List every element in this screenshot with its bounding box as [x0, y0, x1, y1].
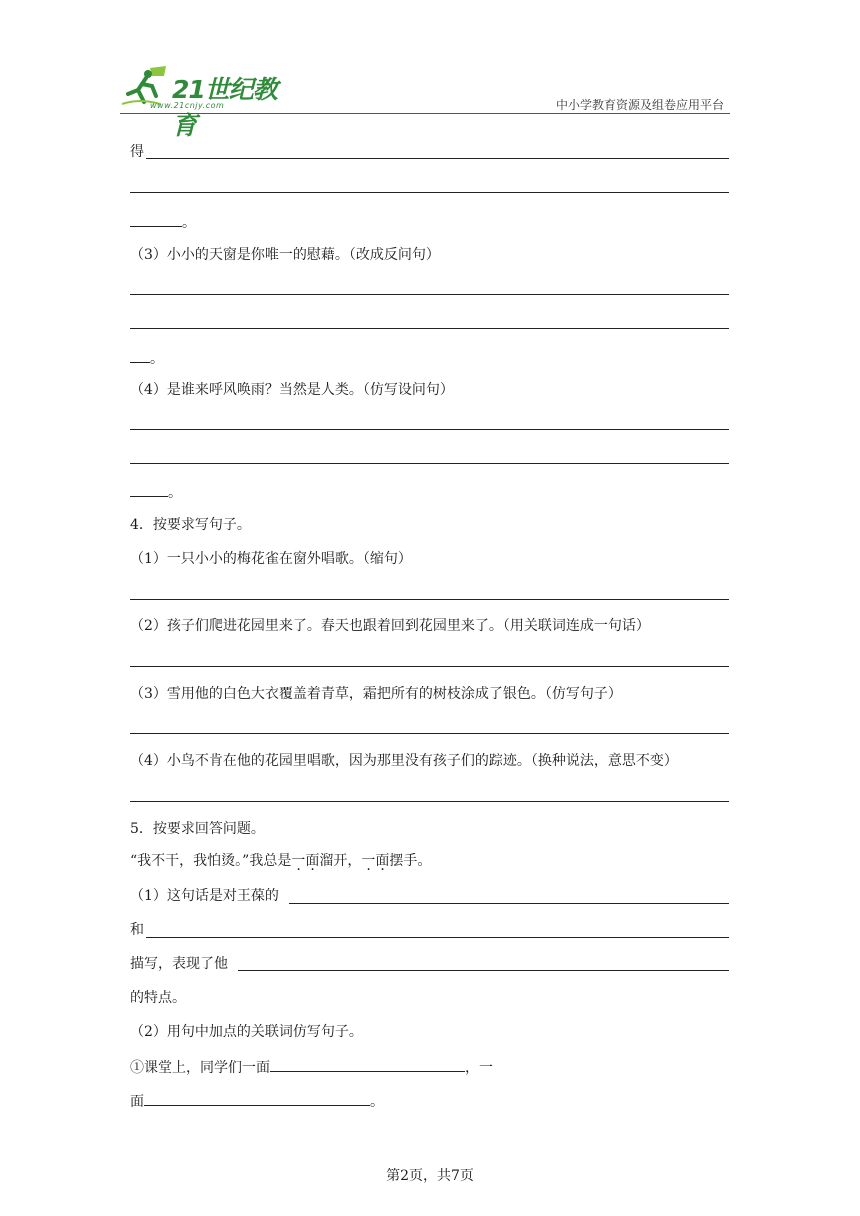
- answer-line[interactable]: [130, 666, 729, 667]
- answer-line[interactable]: [130, 463, 729, 464]
- emphasized-char: 面: [305, 853, 320, 869]
- answer-line[interactable]: [130, 294, 729, 295]
- question-5-2-a: [130, 1057, 493, 1077]
- answer-line[interactable]: [130, 192, 729, 193]
- question-5-1d: 的特点。: [130, 990, 186, 1006]
- line-end-1: [130, 212, 196, 232]
- answer-line[interactable]: [130, 429, 729, 430]
- quote-text: 摆手。: [389, 853, 432, 869]
- platform-name: 中小学教育资源及组卷应用平台: [555, 98, 724, 112]
- logo: [120, 64, 290, 140]
- answer-line[interactable]: [130, 599, 729, 600]
- line-end-2: [130, 348, 164, 368]
- answer-line[interactable]: [146, 158, 729, 159]
- answer-line[interactable]: [289, 903, 729, 904]
- emphasized-char: 一: [291, 853, 306, 869]
- page-header: [120, 62, 730, 140]
- line-text: 面: [130, 1094, 144, 1110]
- answer-blank[interactable]: [130, 482, 168, 497]
- header-divider: [120, 113, 730, 114]
- answer-blank[interactable]: [130, 212, 182, 227]
- question-4-2: （2）孩子们爬进花园里来了。春天也跟着回到花园里来了。（用关联词连成一句话）: [130, 618, 650, 634]
- page-number: 第2页，共7页: [386, 1168, 474, 1184]
- question-4-1: （1）一只小小的梅花雀在窗外唱歌。（缩句）: [130, 551, 412, 567]
- answer-line[interactable]: [130, 328, 729, 329]
- logo-url: www.21cnjy.com: [150, 101, 225, 110]
- question-5-1a: （1）这句话是对王葆的: [130, 888, 279, 904]
- quote-text: 溜开，: [319, 853, 362, 869]
- question-5-1c: 描写，表现了他: [130, 956, 228, 972]
- answer-blank[interactable]: [270, 1057, 465, 1072]
- answer-line[interactable]: [146, 937, 729, 938]
- line-end-3: [130, 482, 182, 502]
- question-5-title: 5．按要求回答问题。: [130, 821, 265, 837]
- question-3-3: （3）小小的天窗是你唯一的慰藉。（改成反问句）: [130, 247, 440, 263]
- question-5-2-b: [130, 1091, 384, 1111]
- emphasized-char: 面: [375, 853, 390, 869]
- question-3-4: （4）是谁来呼风唤雨？当然是人类。（仿写设问句）: [130, 382, 454, 398]
- line-text: 。: [182, 215, 196, 231]
- quote-text: “我不干，我怕烫。”我总是: [130, 853, 292, 869]
- quote-sentence: [130, 852, 431, 870]
- answer-blank[interactable]: [144, 1091, 370, 1106]
- answer-line[interactable]: [130, 733, 729, 734]
- question-4-3: （3）雪用他的白色大衣覆盖着青草，霜把所有的树枝涂成了银色。（仿写句子）: [130, 686, 622, 702]
- line-text: ①课堂上，同学们一面: [130, 1060, 270, 1076]
- line-text: 。: [370, 1094, 384, 1110]
- question-5-1b: 和: [130, 922, 144, 938]
- answer-blank[interactable]: [130, 348, 150, 363]
- logo-text: 21世纪教育: [172, 75, 277, 140]
- answer-line[interactable]: [130, 801, 729, 802]
- line-de: [130, 143, 144, 161]
- line-text: 。: [168, 485, 182, 501]
- answer-line[interactable]: [238, 970, 729, 971]
- line-text: ，一: [465, 1060, 493, 1076]
- question-4-4: （4）小鸟不肯在他的花园里唱歌，因为那里没有孩子们的踪迹。（换种说法，意思不变）: [130, 753, 678, 769]
- line-text: 。: [150, 351, 164, 367]
- question-4-title: 4．按要求写句子。: [130, 517, 251, 533]
- line-text: 得: [130, 144, 144, 160]
- emphasized-char: 一: [361, 853, 376, 869]
- question-5-2: （2）用句中加点的关联词仿写句子。: [130, 1024, 363, 1040]
